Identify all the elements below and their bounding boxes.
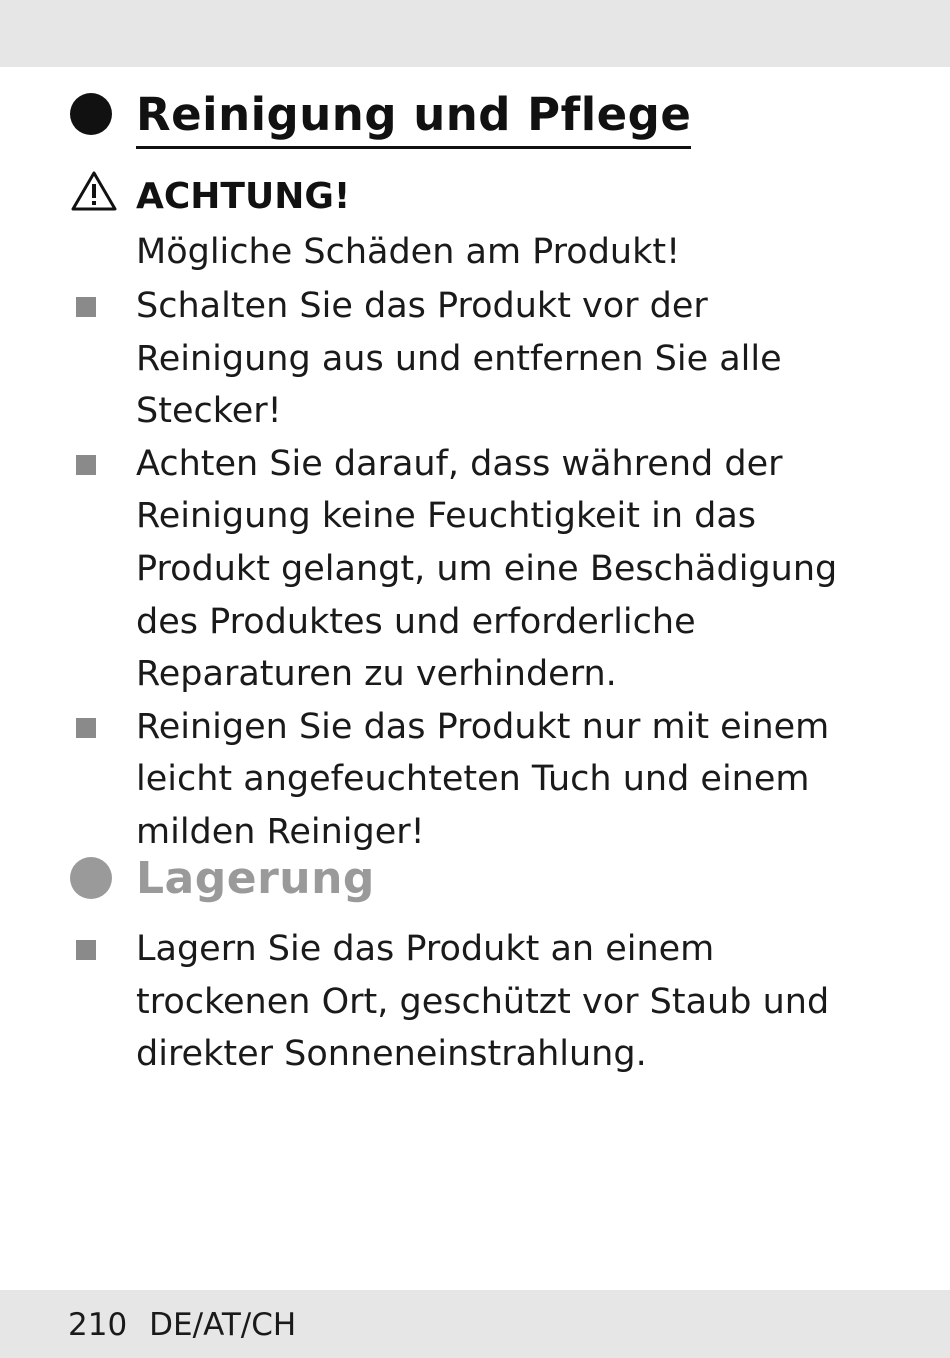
warning-triangle-icon [70,170,118,212]
list-item [0,438,846,701]
list-item [0,280,846,438]
region-label: DE/AT/CH [149,1307,297,1343]
list-item-text: Schalten Sie das Produkt vor der Reinigung aus und entfernen Sie alle Stecker! [136,286,782,432]
cleaning-instructions-list [0,280,950,859]
list-item-text: Achten Sie darauf, dass während der Reinigung keine Feuchtigkeit in das Produkt gelangt, um eine Beschädigung des Produktes und erforderliche Reparaturen zu verhindern. [136,443,838,695]
warning-subtitle: Mögliche Schäden am Produkt! [136,232,681,272]
section-bullet-dot [70,857,112,899]
section-title-cleaning: Reinigung und Pflege [136,84,691,149]
list-item [0,701,846,859]
warning-label: ACHTUNG! [136,176,351,217]
list-item-text: Lagern Sie das Produkt an einem trockenen Ort, geschützt vor Staub und direkter Sonneneinstrahlung. [136,929,830,1075]
square-bullet-icon [76,718,96,738]
section-bullet-dot [70,93,112,135]
storage-instructions-list [0,923,950,1081]
section-title-storage: Lagerung [136,853,375,904]
list-item [0,923,846,1081]
footer [68,1305,296,1345]
list-item-text: Reinigen Sie das Produkt nur mit einem leicht angefeuchteten Tuch und einem milden Reiniger! [136,706,830,852]
square-bullet-icon [76,940,96,960]
square-bullet-icon [76,455,96,475]
square-bullet-icon [76,297,96,317]
header-band [0,0,950,67]
page-number: 210 [68,1307,128,1343]
